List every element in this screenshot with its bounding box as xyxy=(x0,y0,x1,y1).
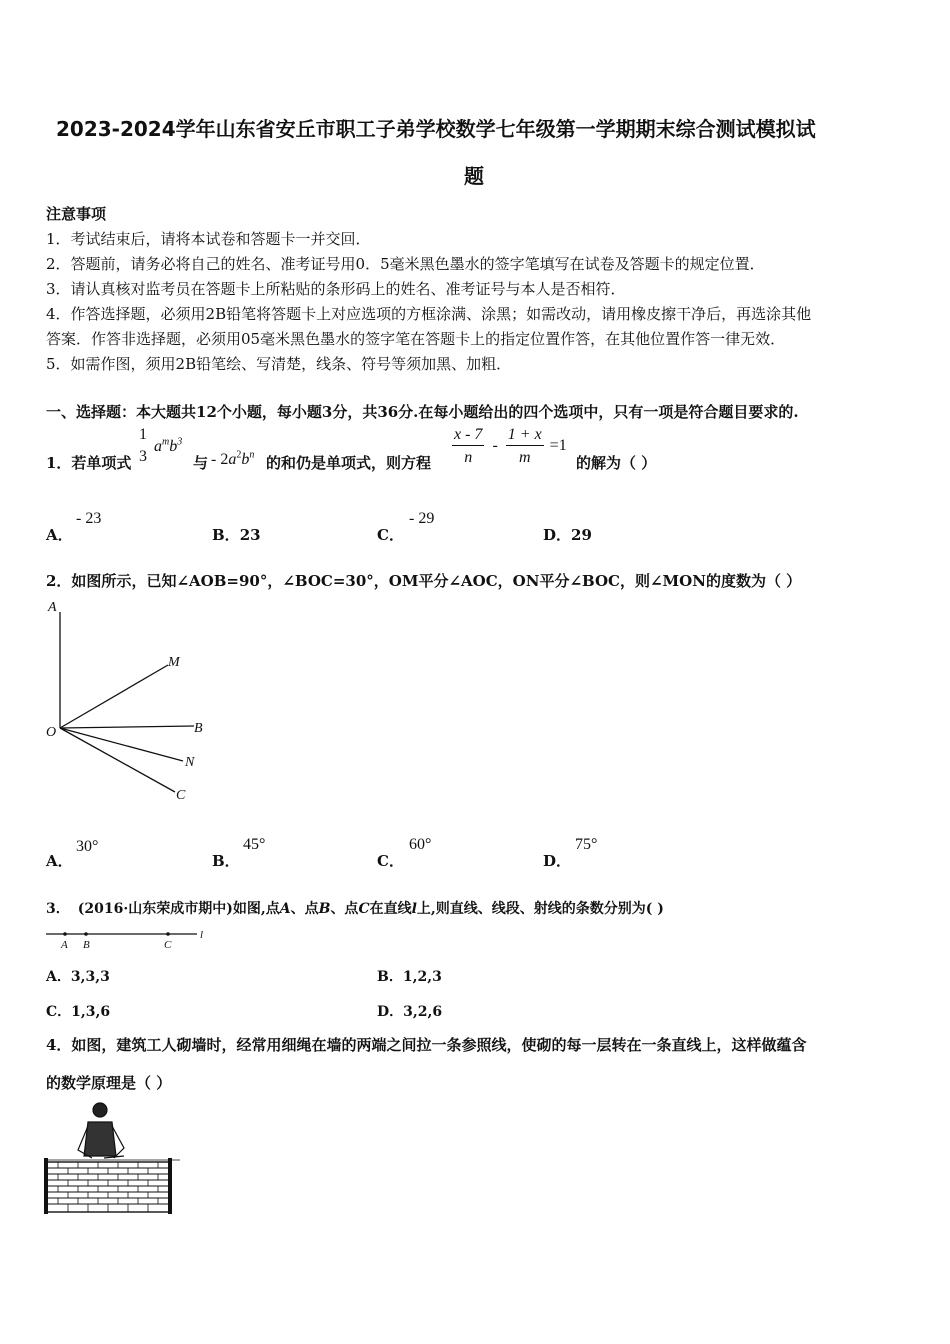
q1-frac-numerator: 1 xyxy=(139,426,147,443)
q3-option-c: C．1,3,6 xyxy=(46,1004,111,1020)
q1-option-c-label: C． xyxy=(377,526,404,544)
q2-option-a-value: 30° xyxy=(76,838,99,855)
label-a: A xyxy=(61,939,68,951)
label-l: l xyxy=(200,929,204,941)
label-m: M xyxy=(168,655,180,670)
q3-option-b: B．1,2,3 xyxy=(377,969,442,985)
point-a xyxy=(63,932,67,936)
q1-suffix: 的解为（ ） xyxy=(576,454,657,472)
notice-item: 答案．作答非选择题，必须用05毫米黑色墨水的签字笔在答题卡上的指定位置作答，在其他位置作答一律无效． xyxy=(46,330,786,348)
document-title-line1: 2023-2024学年山东省安丘市职工子弟学校数学七年级第一学期期末综合测试模拟试 xyxy=(56,117,816,141)
document-title-line2: 题 xyxy=(464,164,484,188)
q1-option-a-label: A． xyxy=(46,526,73,544)
q3-option-d: D．3,2,6 xyxy=(377,1004,443,1020)
notice-item: 4．作答选择题，必须用2B铅笔将答题卡上对应选项的方框涂满、涂黑；如需改动，请用橡皮擦干净后，再选涂其他 xyxy=(46,305,812,323)
q1-monomial-1-vars: $a^mb^3$ xyxy=(154,436,183,455)
q2-option-d-label: D． xyxy=(543,852,572,870)
bricklayer-illustration xyxy=(44,1100,180,1220)
point-b xyxy=(84,932,88,936)
label-c: C xyxy=(176,788,186,803)
label-b: B xyxy=(194,721,203,736)
notice-item: 3．请认真核对监考员在答题卡上所粘贴的条形码上的姓名、准考证号与本人是否相符． xyxy=(46,280,626,298)
q1-option-d: D．29 xyxy=(543,526,592,544)
q1-monomial-2: - $2a^2b^n$ xyxy=(211,449,255,468)
label-n: N xyxy=(185,755,195,770)
q1-mid: 的和仍是单项式，则方程 xyxy=(266,454,432,472)
q2-option-b-label: B． xyxy=(212,852,240,870)
q1-with: 与 xyxy=(193,454,209,472)
ray-om xyxy=(60,665,168,728)
q1-equation: $\frac{x - 7}{n}$ - $\frac{1 + x}{m}$ =1 xyxy=(454,426,567,466)
q1-frac-denominator: 3 xyxy=(139,448,147,465)
q1-option-a-value: - 23 xyxy=(76,510,102,527)
notice-item: 2．答题前，请务必将自己的姓名、准考证号用0．5毫米黑色墨水的签字笔填写在试卷及答题卡的规定位置． xyxy=(46,255,765,273)
q2-option-b-value: 45° xyxy=(243,836,266,853)
q3-line-figure xyxy=(44,926,214,952)
q4-text-line2: 的数学原理是（ ） xyxy=(46,1074,172,1092)
worker-figure xyxy=(78,1103,124,1158)
brick-wall xyxy=(44,1158,172,1214)
q1-monomial-1 xyxy=(137,426,149,465)
q2-text: 2．如图所示，已知∠AOB=90°，∠BOC=30°，OM平分∠AOC，ON平分∠BOC，则∠MON的度数为（ ） xyxy=(46,572,802,590)
notice-item: 1．考试结束后，请将本试卷和答题卡一并交回． xyxy=(46,230,371,248)
section-heading: 一、选择题：本大题共12个小题，每小题3分，共36分.在每小题给出的四个选项中，只有一项是符合题目要求的. xyxy=(46,403,799,421)
q4-text-line1: 4．如图，建筑工人砌墙时，经常用细绳在墙的两端之间拉一条参照线，使砌的每一层转在一条直线上，这样做蕴含 xyxy=(46,1036,807,1054)
q1-option-c-value: - 29 xyxy=(409,510,435,527)
ray-ob xyxy=(60,726,194,728)
ray-oc xyxy=(60,728,175,792)
q2-option-d-value: 75° xyxy=(575,836,598,853)
q3-text: 3． (2016·山东荣成市期中)如图,点A、点B、点C在直线l上,则直线、线段、射线的条数分别为( ) xyxy=(46,901,664,917)
point-c xyxy=(166,932,170,936)
q1-option-b: B．23 xyxy=(212,526,261,544)
q1-prefix: 1．若单项式 xyxy=(46,454,132,472)
q2-option-c-value: 60° xyxy=(409,836,432,853)
label-c: C xyxy=(164,939,172,951)
label-b: B xyxy=(83,939,90,951)
ray-on xyxy=(60,728,183,761)
label-a: A xyxy=(48,600,57,615)
notice-item: 5．如需作图，须用2B铅笔绘、写清楚，线条、符号等须加黑、加粗． xyxy=(46,355,512,373)
q3-option-a: A．3,3,3 xyxy=(46,969,110,985)
q2-option-c-label: C． xyxy=(377,852,404,870)
q2-angle-figure xyxy=(40,598,220,808)
q2-option-a-label: A． xyxy=(46,852,73,870)
label-o: O xyxy=(46,725,57,740)
notice-heading: 注意事项 xyxy=(46,205,107,223)
